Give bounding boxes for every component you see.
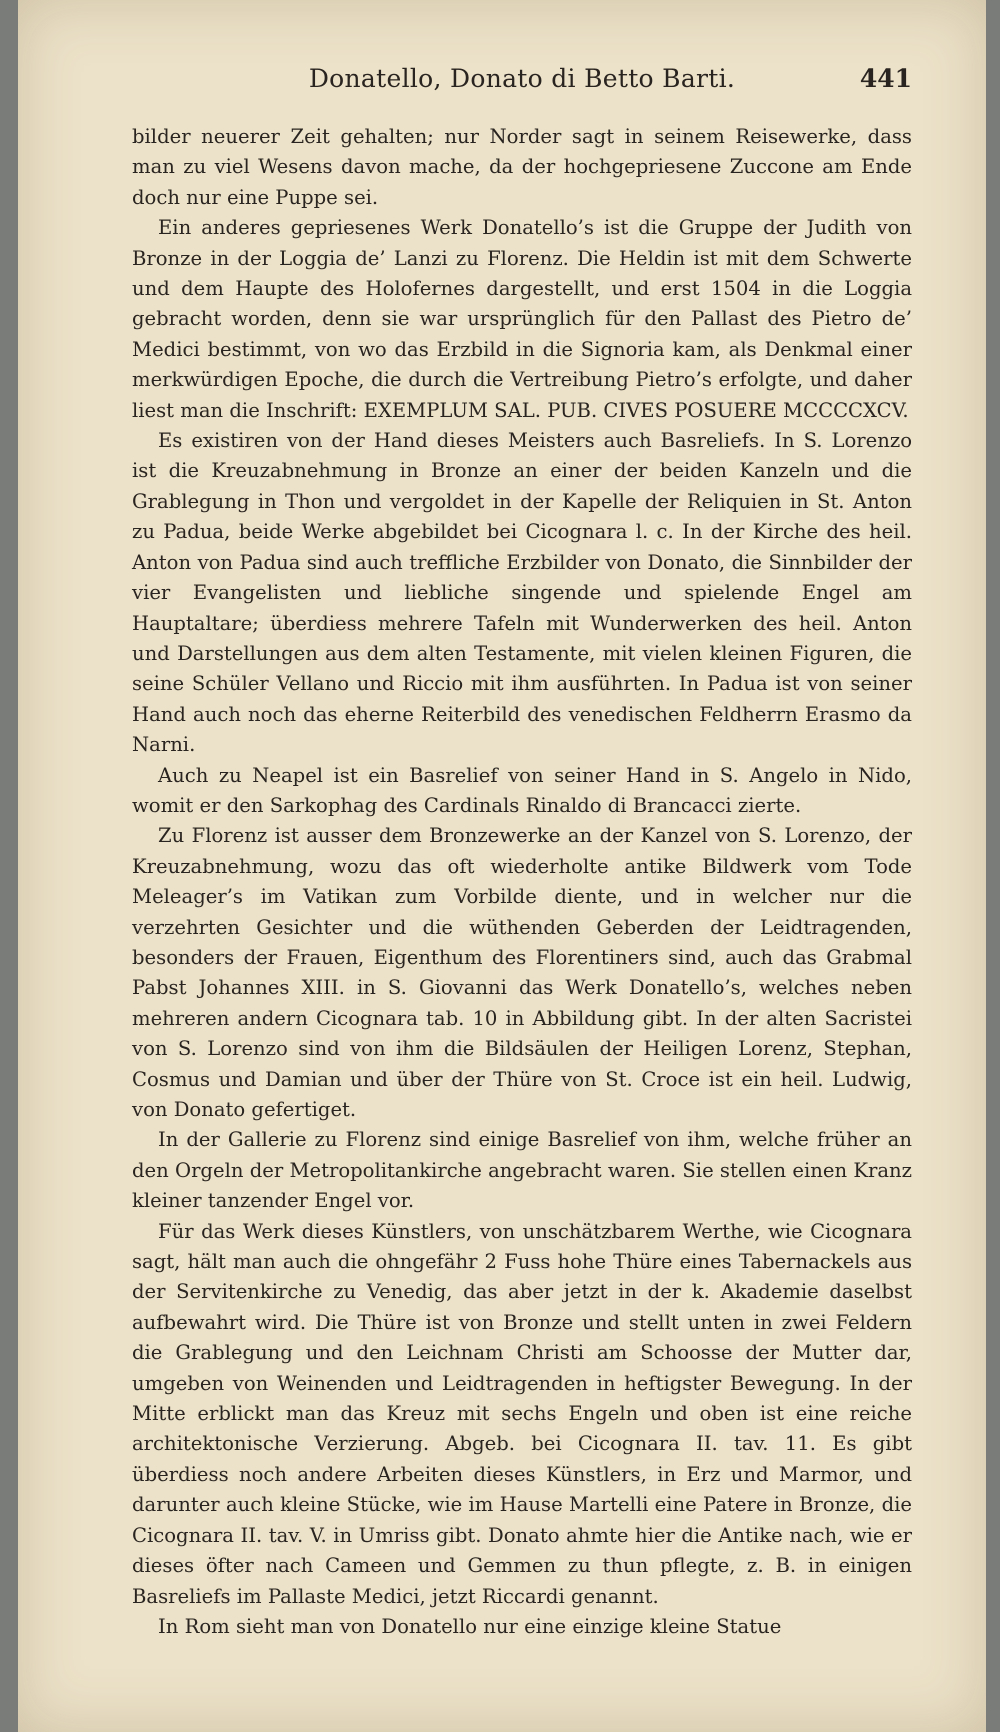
page-content [132, 58, 912, 1642]
paragraph-5: Zu Florenz ist ausser dem Bronzewerke an der Kanzel von S. Lorenzo, der Kreuzabnehmung, wozu das oft wiederholte antike Bildwerk vom Tode Meleager’s im Vatikan zum Vorbilde diente, und in welcher nur die verzehrten Gesichter und die wüthenden Geberden der Leidtragenden, besonders der Frauen, Eigenthum des Florentiners sind, auch das Grabmal Pabst Johannes XIII. in S. Giovanni das Werk Donatello’s, welches neben mehreren andern Cicognara tab. 10 in Abbildung gibt. In der alten Sacristei von S. Lorenzo sind von ihm die Bildsäulen der Heiligen Lorenz, Stephan, Cosmus und Damian und über der Thüre von St. Croce ist ein heil. Ludwig, von Donato gefertiget. [132, 824, 912, 1121]
paragraph-6: In der Gallerie zu Florenz sind einige Basrelief von ihm, welche früher an den Orgeln der Metropolitankirche angebracht waren. Sie stellen einen Kranz kleiner tanzender Engel vor. [132, 1128, 912, 1213]
running-title: Donatello, Donato di Betto Barti. [308, 64, 736, 93]
book-page [18, 0, 986, 1732]
paragraph-1: bilder neuerer Zeit gehalten; nur Norder sagt in seinem Reisewerke, dass man zu viel Wesens davon mache, da der hochgepriesene Zuccone am Ende doch nur eine Puppe sei. [132, 125, 912, 209]
paragraph-3: Es existiren von der Hand dieses Meisters auch Basreliefs. In S. Lorenzo ist die Kreuzabnehmung in Bronze an einer der beiden Kanzeln und die Grablegung in Thon und vergoldet in der Kapelle der Reliquien in St. Anton zu Padua, beide Werke abgebildet bei Cicognara l. c. In der Kirche des heil. Anton von Padua sind auch treffliche Erzbilder von Donato, die Sinnbilder der vier Evangelisten und liebliche singende und spielende Engel am Hauptaltare; überdiess mehrere Tafeln mit Wunderwerken des heil. Anton und Darstellungen aus dem alten Testamente, mit vielen kleinen Figuren, die seine Schüler Vellano und Riccio mit ihm ausführten. In Padua ist von seiner Hand auch noch das eherne Reiterbild des venedischen Feldherrn Erasmo da Narni. [132, 429, 912, 757]
paragraph-7: Für das Werk dieses Künstlers, von unschätzbarem Werthe, wie Cicognara sagt, hält man auch die ohngefähr 2 Fuss hohe Thüre eines Tabernackels aus der Servitenkirche zu Venedig, das aber jetzt in der k. Akademie daselbst aufbewahrt wird. Die Thüre ist von Bronze und stellt unten in zwei Feldern die Grablegung und den Leichnam Christi am Schoosse der Mutter dar, umgeben von Weinenden und Leidtragenden in heftigster Bewegung. In der Mitte erblickt man das Kreuz mit sechs Engeln und oben ist eine reiche architektonische Verzierung. Abgeb. bei Cicognara II. tav. 11. Es gibt überdiess noch andere Arbeiten dieses Künstlers, in Erz und Marmor, und darunter auch kleine Stücke, wie im Hause Martelli eine Patere in Bronze, die Cicognara II. tav. V. in Umriss gibt. Donato ahmte hier die Antike nach, wie er dieses öfter nach Cameen und Gemmen zu thun pflegte, z. B. in einigen Basreliefs im Pallaste Medici, jetzt Riccardi genannt. [132, 1219, 912, 1608]
running-header [132, 58, 912, 108]
paragraph-4: Auch zu Neapel ist ein Basrelief von seiner Hand in S. Angelo in Nido, womit er den Sarkophag des Cardinals Rinaldo di Brancacci zierte. [132, 763, 912, 817]
body-text [132, 122, 912, 1642]
page-number: 441 [859, 64, 912, 93]
paragraph-2: Ein anderes gepriesenes Werk Donatello’s ist die Gruppe der Judith von Bronze in der Loggia de’ Lanzi zu Florenz. Die Heldin ist mit dem Schwerte und dem Haupte des Holofernes dargestellt, und erst 1504 in die Loggia gebracht worden, denn sie war ursprünglich für den Pallast des Pietro de’ Medici bestimmt, von wo das Erzbild in die Signoria kam, als Denkmal einer merkwürdigen Epoche, die durch die Vertreibung Pietro’s erfolgte, und daher liest man die Inschrift: EXEMPLUM SAL. PUB. CIVES POSUERE MCCCCXCV. [132, 216, 912, 422]
paragraph-8: In Rom sieht man von Donatello nur eine einzige kleine Statue [158, 1614, 782, 1638]
